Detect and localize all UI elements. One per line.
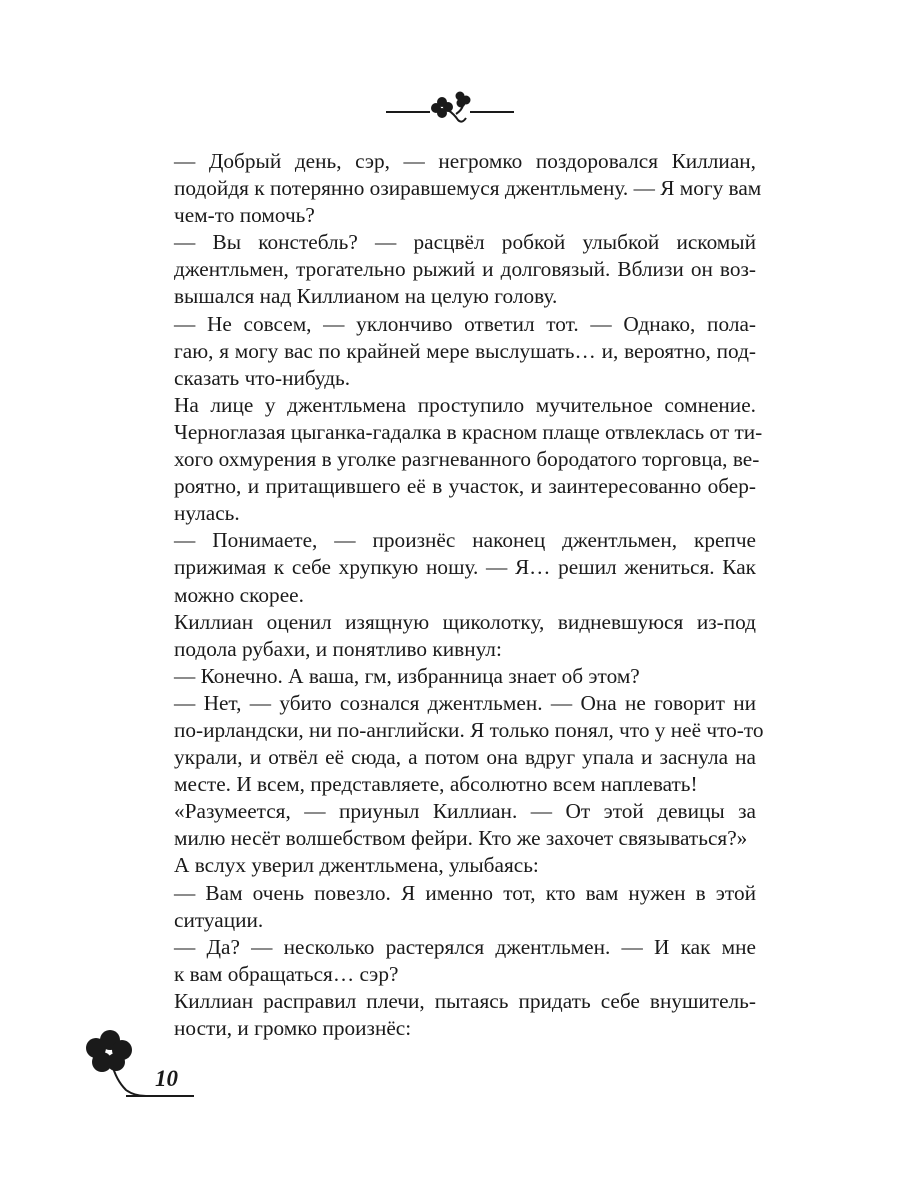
- text-line: «Разумеется, — приуныл Киллиан. — От этой девицы за: [174, 799, 756, 824]
- text-line: украли, и отвёл её сюда, а потом она вдруг упала и заснула на: [174, 745, 756, 770]
- text-line: подола рубахи, и понятливо кивнул:: [174, 636, 502, 661]
- text-line: ситуации.: [174, 907, 264, 932]
- four-leaf-clover-icon: [82, 1030, 202, 1100]
- text-line: милю несёт волшебством фейри. Кто же захочет связываться?»: [174, 826, 748, 851]
- text-line: — Понимаете, — произнёс наконец джентльмен, крепче: [174, 528, 756, 553]
- text-line: Киллиан расправил плечи, пытаясь придать себе внушитель-: [174, 988, 756, 1013]
- text-line: по-ирландски, ни по-английски. Я только понял, что у неё что-то: [174, 717, 764, 742]
- text-line: — Добрый день, сэр, — негромко поздоровался Киллиан,: [174, 149, 756, 173]
- text-line: На лице у джентльмена проступило мучительное сомнение.: [174, 392, 756, 417]
- text-line: ности, и громко произнёс:: [174, 1016, 412, 1040]
- text-line: джентльмен, трогательно рыжий и долговязый. Вблизи он воз-: [174, 257, 756, 282]
- footer-ornament: [82, 1030, 202, 1100]
- text-line: можно скорее.: [174, 582, 304, 607]
- page-number: 10: [155, 1066, 178, 1091]
- text-line: Киллиан оценил изящную щиколотку, видневшуюся из-под: [174, 609, 756, 634]
- body-text: [174, 148, 764, 1042]
- text-line: сказать что-нибудь.: [174, 365, 351, 390]
- text-line: месте. И всем, представляете, абсолютно всем наплевать!: [174, 772, 698, 797]
- text-line: подойдя к потерянно озиравшемуся джентльмену. — Я могу вам: [174, 176, 762, 201]
- text-line: — Нет, — убито сознался джентльмен. — Она не говорит ни: [174, 690, 756, 715]
- text-line: — Не совсем, — уклончиво ответил тот. — Однако, пола-: [174, 311, 756, 336]
- clover-flourish-icon: [384, 86, 516, 126]
- text-line: к вам обращаться… сэр?: [174, 961, 399, 986]
- text-line: хого охмурения в уголке разгневанного бородатого торговца, ве-: [174, 447, 760, 472]
- text-line: нулась.: [174, 501, 240, 526]
- text-line: прижимая к себе хрупкую ношу. — Я… решил жениться. Как: [174, 555, 756, 580]
- text-line: вышался над Киллианом на целую голову.: [174, 284, 558, 309]
- text-line: — Конечно. А ваша, гм, избранница знает об этом?: [174, 663, 640, 688]
- text-line: — Вы констебль? — расцвёл робкой улыбкой искомый: [174, 230, 756, 255]
- text-line: чем-то помочь?: [174, 203, 315, 228]
- header-ornament: [384, 86, 516, 126]
- text-line: гаю, я могу вас по крайней мере выслушать… и, вероятно, под-: [174, 338, 756, 363]
- text-line: Черноглазая цыганка-гадалка в красном плаще отвлеклась от ти-: [174, 419, 763, 444]
- text-line: — Да? — несколько растерялся джентльмен. — И как мне: [174, 934, 756, 959]
- text-line: А вслух уверил джентльмена, улыбаясь:: [174, 853, 539, 878]
- text-line: роятно, и притащившего её в участок, и заинтересованно обер-: [174, 474, 756, 499]
- text-line: — Вам очень повезло. Я именно тот, кто вам нужен в этой: [174, 880, 756, 905]
